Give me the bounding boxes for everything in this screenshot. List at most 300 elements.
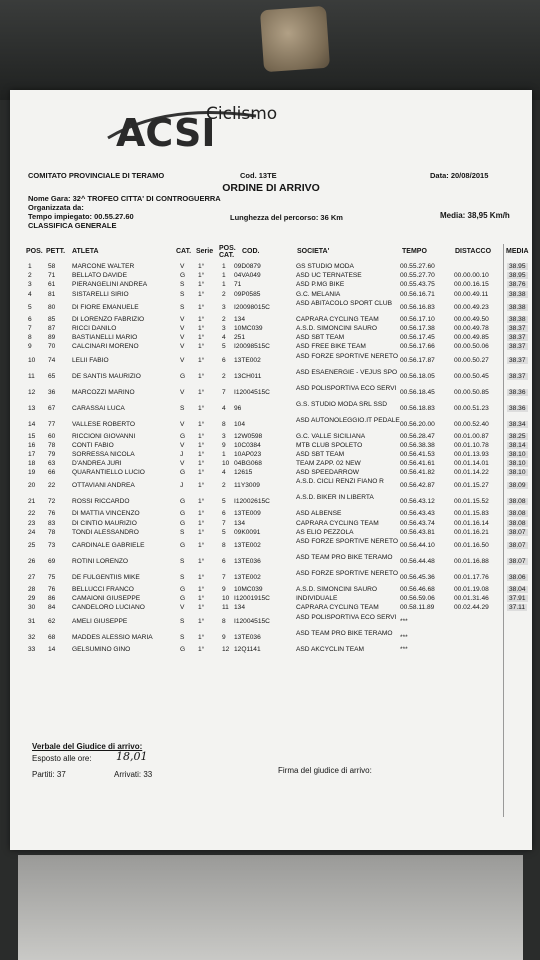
row-pos: 4 [28,290,32,298]
row-pos: 30 [28,604,36,612]
row-avg: 38.38 [509,315,526,323]
row-athlete: OTTAVIANI ANDREA [72,482,135,490]
row-gap: 00.00.50.45 [454,372,489,380]
row-gap: 00.00.52.40 [454,420,489,428]
race-date: Data: 20/08/2015 [430,171,489,180]
row-gap: 00.00.50.85 [454,388,489,396]
row-code: 10C0384 [234,441,261,449]
table-row [10,401,532,417]
row-serie: 1° [198,645,205,653]
row-serie: 1° [198,460,205,468]
row-pos-cat: 2 [222,290,226,298]
table-row [10,369,532,385]
row-pett: 62 [48,617,56,625]
row-pett: 22 [48,482,56,490]
row-serie: 1° [198,595,205,603]
row-pos: 27 [28,574,36,581]
table-row [10,300,532,316]
table-row [10,263,532,272]
row-gap: 00.00.50.27 [454,356,489,364]
row-avg: 38.37 [509,334,526,342]
row-serie: 1° [198,388,205,396]
row-code: 13TE002 [234,542,261,549]
row-time: 00.56.44.10 [400,542,435,549]
row-gap: 00.00.16.15 [454,281,489,289]
col-distacco: DISTACCO [455,248,492,255]
firma-label: Firma del giudice di arrivo: [278,766,372,775]
row-serie: 1° [198,420,205,428]
row-athlete: SORRESSA NICOLA [72,450,135,458]
row-cat: G [180,272,186,280]
col-tempo: TEMPO [402,248,427,255]
row-athlete: DE FULGENTIIS MIKE [72,574,140,581]
row-cat: S [180,281,185,289]
row-athlete: DI FIORE EMANUELE [72,303,139,311]
race-code: Cod. 13TE [240,171,277,180]
race-name: Nome Gara: 32^ TROFEO CITTA' DI CONTROGUERRA [28,194,221,203]
time-used: Tempo impiegato: 00.55.27.60 [28,212,134,221]
row-gap: 00.00.49.50 [454,315,489,323]
row-code: 04VA049 [234,272,261,280]
row-pett: 81 [48,290,56,298]
row-cat: G [180,542,186,549]
row-pos-cat: 1 [222,272,226,280]
table-row [10,433,532,442]
row-code: 10AP023 [234,450,262,458]
row-athlete: TONDI ALESSANDRO [72,528,139,536]
row-pos-cat: 12 [222,645,230,653]
row-time: 00.56.43.12 [400,498,435,506]
col-societa: SOCIETA' [297,248,330,255]
row-code: 13TE002 [234,574,261,581]
row-gap: 00.01.16.88 [454,558,489,565]
row-code: 13TE036 [234,558,261,565]
adhesive-tape [260,6,330,72]
table-row [10,334,532,343]
row-time: 00.56.43.81 [400,528,435,536]
row-pos: 29 [28,595,36,603]
row-gap: 00.01.15.83 [454,510,489,518]
row-gap: 00.01.10.78 [454,441,489,449]
row-pos: 2 [28,272,32,280]
organized-by: Organizzata da: [28,203,84,212]
row-pett: 63 [48,460,56,468]
row-team: CAPRARA CYCLING TEAM [296,519,379,527]
row-code: I20098515C [234,343,270,351]
row-code: I20098015C [234,303,270,311]
row-code: 12Q1141 [234,645,261,653]
row-pett: 70 [48,343,56,351]
row-pett: 78 [48,441,56,449]
row-avg: 38.10 [509,460,526,468]
row-pos: 6 [28,315,32,323]
row-athlete: BELLUCCI FRANCO [72,586,134,593]
row-pett: 69 [48,558,56,565]
row-gap: 00.00.49.11 [454,290,489,298]
row-team: ASD AKCYCLIN TEAM [296,645,365,653]
row-cat: G [180,498,186,506]
row-cat: S [180,558,185,565]
row-pos: 19 [28,469,36,477]
row-cat: V [180,315,185,323]
row-code: 04BG068 [234,460,262,468]
row-team: ASD FREE BIKE TEAM [296,343,366,351]
row-time: 00.56.17.38 [400,324,435,332]
row-pos-cat: 9 [222,441,226,449]
table-row [10,529,532,538]
row-pos-cat: 4 [222,404,226,412]
row-cat: J [180,482,184,490]
row-pos-cat: 3 [222,432,226,440]
row-pos-cat: 9 [222,633,226,641]
row-pos-cat: 3 [222,303,226,311]
row-pett: 80 [48,303,56,311]
row-pos: 18 [28,460,36,468]
row-avg: 38.07 [509,528,526,536]
row-code: 12W0598 [234,432,263,440]
table-row [10,478,532,494]
row-code: 134 [234,315,246,323]
row-pos: 11 [28,372,35,380]
row-pos-cat: 6 [222,356,226,364]
table-row [10,538,532,554]
row-avg: 38.38 [509,303,526,311]
row-pett: 14 [48,645,56,653]
row-athlete: ROTINI LORENZO [72,558,129,565]
row-cat: V [180,388,185,396]
row-cat: G [180,645,186,653]
row-serie: 1° [198,432,205,440]
row-team: ASD ABITACOLO SPORT CLUB [296,299,393,307]
row-team: ASD AUTONOLEGGIO.IT PEDALE [296,416,400,424]
row-serie: 1° [198,356,205,364]
col-pos: POS. [26,248,43,255]
row-time: 00.56.44.48 [400,558,435,565]
row-pos: 25 [28,542,36,549]
row-gap: 00.00.50.06 [454,343,489,351]
row-pos-cat: 6 [222,558,226,565]
route-length: Lunghezza del percorso: 36 Km [230,213,343,222]
row-team: A.S.D. SIMONCINI SAURO [296,324,377,332]
row-time: 00.56.17.66 [400,343,435,351]
row-code: 134 [234,604,246,612]
row-pos: 15 [28,432,36,440]
row-code: 12615 [234,469,253,477]
row-serie: 1° [198,290,205,298]
row-athlete: DI CINTIO MAURIZIO [72,519,137,527]
row-athlete: ROSSI RICCARDO [72,498,130,506]
row-avg: 38.37 [509,343,526,351]
row-pos: 5 [28,303,32,311]
row-pett: 72 [48,498,56,506]
classification: CLASSIFICA GENERALE [28,221,117,230]
row-pos-cat: 10 [222,460,230,468]
col-cod: COD. [242,248,260,255]
row-pos-cat: 7 [222,574,226,581]
row-pos-cat: 8 [222,617,226,625]
row-avg: 38.08 [509,510,526,518]
row-code: 09P0585 [234,290,261,298]
row-pett: 84 [48,604,56,612]
row-time: 00.55.43.75 [400,281,435,289]
row-pos-cat: 6 [222,510,226,518]
row-team: ASD TEAM PRO BIKE TERAMO [296,554,393,561]
row-athlete: D'ANDREA JURI [72,460,122,468]
table-row [10,630,532,646]
row-gap: 00.00.00.10 [454,272,489,280]
row-team: CAPRARA CYCLING TEAM [296,315,379,323]
row-cat: V [180,441,185,449]
row-gap: 00.01.14.01 [454,460,489,468]
row-code: 251 [234,334,246,342]
row-serie: 1° [198,617,205,625]
row-pett: 76 [48,586,56,593]
row-time: *** [400,645,408,653]
table-row [10,281,532,290]
row-avg: 38.10 [509,450,526,458]
row-athlete: LELII FABIO [72,356,109,364]
row-cat: V [180,604,185,612]
row-cat: G [180,510,186,518]
row-avg: 38.10 [509,469,526,477]
row-serie: 1° [198,450,205,458]
row-pos-cat: 1 [222,263,226,270]
row-gap: 00.01.14.22 [454,469,489,477]
row-athlete: RICCI DANILO [72,324,117,332]
row-cat: J [180,450,184,458]
arrivati-count: Arrivati: 33 [114,770,153,779]
row-code: I12004515C [234,388,270,396]
row-cat: V [180,356,185,364]
row-pos: 23 [28,519,36,527]
row-athlete: MARCOZZI MARINO [72,388,135,396]
row-pos: 10 [28,356,36,364]
row-time: 00.56.28.47 [400,432,435,440]
row-time: 00.56.43.74 [400,519,435,527]
row-serie: 1° [198,315,205,323]
row-pos: 32 [28,633,36,641]
row-cat: V [180,334,185,342]
row-code: 104 [234,420,246,428]
row-cat: G [180,372,186,380]
row-gap: 00.00.49.23 [454,303,489,311]
row-team: GS STUDIO MODA [296,263,354,270]
table-row [10,554,532,570]
row-avg: 38.37 [509,356,526,364]
row-serie: 1° [198,586,205,593]
row-team: TEAM ZAPP. 02 NEW [296,460,361,468]
row-code: 10MC039 [234,324,263,332]
row-pett: 60 [48,432,56,440]
row-pos-cat: 4 [222,334,226,342]
row-team: ASD ESAENERGIE - VEJUS SPO [296,368,398,376]
table-row [10,646,532,655]
table-row [10,494,532,510]
row-cat: G [180,595,186,603]
row-team: INDIVIDUALE [296,595,338,603]
average-speed: Media: 38,95 Km/h [440,211,510,220]
row-athlete: SISTARELLI SIRIO [72,290,129,298]
row-team: AS ELIO PEZZOLA [296,528,354,536]
row-time: 00.56.17.10 [400,315,435,323]
row-pett: 61 [48,281,56,289]
row-athlete: DI LORENZO FABRIZIO [72,315,145,323]
table-row [10,595,532,604]
row-cat: G [180,469,186,477]
row-team: G.C. MELANIA [296,290,341,298]
row-pett: 85 [48,315,56,323]
row-pett: 79 [48,450,56,458]
row-time: 00.56.17.87 [400,356,435,364]
row-pos-cat: 1 [222,281,226,289]
row-code: 13CH011 [234,372,262,380]
row-cat: S [180,404,185,412]
row-code: 96 [234,404,242,412]
row-pos: 12 [28,388,36,396]
table-row [10,520,532,529]
row-cat: V [180,324,185,332]
row-avg: 38.36 [509,404,526,412]
row-athlete: CARASSAI LUCA [72,404,125,412]
row-avg: 38.08 [509,519,526,527]
row-code: I12002615C [234,498,270,506]
row-code: 13TE036 [234,633,261,641]
row-serie: 1° [198,558,205,565]
table-row [10,291,532,300]
table-row [10,385,532,401]
row-cat: S [180,528,185,536]
row-gap: 00.01.15.27 [454,482,489,490]
row-time: 00.56.42.87 [400,482,435,490]
row-pos: 22 [28,510,36,518]
row-code: 134 [234,519,246,527]
row-pett: 89 [48,334,56,342]
row-team: ASD POLISPORTIVA ECO SERVI [296,613,397,621]
row-team: ASD P.MG BIKE [296,281,345,289]
row-time: *** [400,617,408,625]
row-time: 00.55.27.70 [400,272,435,280]
row-serie: 1° [198,324,205,332]
row-serie: 1° [198,303,205,311]
row-gap: 00.01.16.50 [454,542,489,549]
row-serie: 1° [198,334,205,342]
row-pos: 21 [28,498,36,506]
row-code: 13TE002 [234,356,261,364]
row-pett: 58 [48,263,56,270]
table-row [10,604,532,613]
row-avg: 38.38 [509,290,526,298]
table-row [10,469,532,478]
row-cat: S [180,574,185,581]
row-time: 00.56.59.06 [400,595,435,603]
row-time: 00.56.41.61 [400,460,435,468]
row-time: 00.56.20.00 [400,420,435,428]
row-pett: 74 [48,356,56,364]
row-gap: 00.01.16.21 [454,528,489,536]
row-team: MTB CLUB SPOLETO [296,441,363,449]
row-pett: 67 [48,404,56,412]
row-pos: 13 [28,404,36,412]
table-row [10,353,532,369]
row-serie: 1° [198,482,205,490]
row-serie: 1° [198,498,205,506]
row-pett: 78 [48,528,56,536]
row-pos-cat: 4 [222,469,226,477]
row-pos: 17 [28,450,36,458]
row-avg: 38.07 [509,542,526,549]
row-team: ASD ALBENSE [296,510,342,518]
row-team: G.S. STUDIO MODA SRL SSD [296,400,387,408]
row-team: ASD FORZE SPORTIVE NERETO [296,570,398,577]
row-gap: 00.01.00.87 [454,432,489,440]
row-athlete: VALLESE ROBERTO [72,420,136,428]
row-serie: 1° [198,343,205,351]
row-cat: S [180,617,185,625]
row-pett: 73 [48,542,56,549]
row-team: A.S.D. CICLI RENZI FIANO R [296,478,384,486]
row-avg: 37.11 [509,604,526,612]
row-pos: 20 [28,482,36,490]
row-time: 00.56.43.43 [400,510,435,518]
row-avg: 38.14 [509,441,526,449]
row-pett: 77 [48,420,56,428]
row-pos-cat: 9 [222,586,226,593]
row-pos-cat: 5 [222,343,226,351]
committee: COMITATO PROVINCIALE DI TERAMO [28,171,165,180]
row-serie: 1° [198,519,205,527]
row-serie: 1° [198,441,205,449]
row-pos: 3 [28,281,32,289]
row-pos-cat: 1 [222,450,226,458]
table-row [10,325,532,334]
row-cat: S [180,290,185,298]
row-avg: 38.95 [509,263,526,270]
row-avg: 38.09 [509,482,526,490]
col-pos-cat: POS. CAT. [219,245,236,259]
row-team: ASD UC TERNATESE [296,272,362,280]
row-pett: 66 [48,469,56,477]
row-pos-cat: 5 [222,528,226,536]
table-row [10,460,532,469]
row-team: CAPRARA CYCLING TEAM [296,604,379,612]
row-serie: 1° [198,542,205,549]
results-sheet [10,90,532,850]
row-serie: 1° [198,510,205,518]
row-team: A.S.D. SIMONCINI SAURO [296,586,377,593]
row-pos-cat: 2 [222,315,226,323]
row-pos: 9 [28,343,32,351]
row-avg: 38.95 [509,272,526,280]
row-pos: 31 [28,617,36,625]
table-row [10,316,532,325]
row-athlete: MADDES ALESSIO MARIA [72,633,153,641]
row-pos: 7 [28,324,32,332]
logo-subtitle: Ciclismo [206,104,278,124]
row-avg: 38.37 [509,372,526,380]
row-gap: 00.01.16.14 [454,519,489,527]
row-pos: 24 [28,528,36,536]
row-time: 00.58.11.89 [400,604,435,612]
page-title: ORDINE DI ARRIVO [222,182,320,194]
row-time: 00.56.38.38 [400,441,435,449]
row-serie: 1° [198,604,205,612]
row-time: 00.56.16.71 [400,290,435,298]
row-avg: 38.34 [509,420,526,428]
row-time: 00.56.45.36 [400,574,435,581]
col-atleta: ATLETA [72,248,99,255]
row-serie: 1° [198,263,205,270]
table-row [10,570,532,586]
